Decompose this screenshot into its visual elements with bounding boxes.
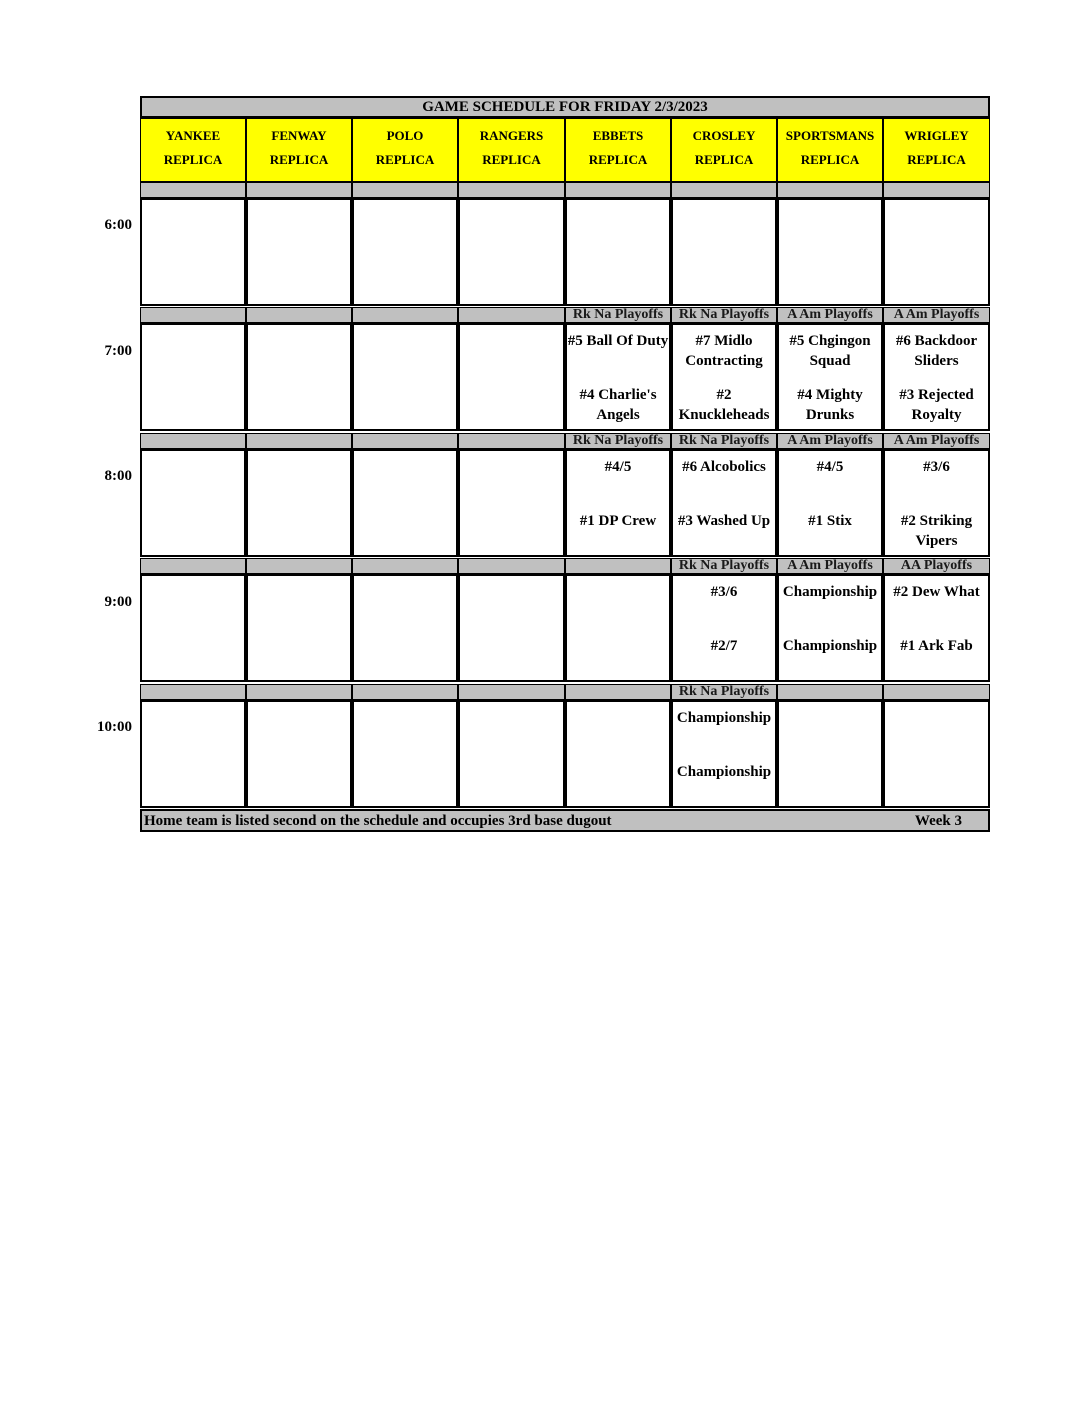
division-band bbox=[140, 684, 246, 700]
field-sub: REPLICA bbox=[800, 152, 860, 167]
game-cell bbox=[565, 574, 671, 682]
home-team: #1 Stix bbox=[808, 513, 852, 529]
footer-bar bbox=[140, 809, 990, 832]
game-cell bbox=[352, 449, 458, 557]
division-band: A Am Playoffs bbox=[777, 307, 883, 323]
game-cell bbox=[140, 700, 246, 808]
visiting-team: Championship bbox=[676, 710, 772, 726]
visiting-team: #4/5 bbox=[816, 459, 844, 475]
division-band bbox=[883, 182, 990, 198]
game-cell bbox=[883, 700, 990, 808]
game-cell bbox=[777, 574, 883, 682]
game-cell bbox=[777, 449, 883, 557]
division-band bbox=[458, 182, 565, 198]
division-band: A Am Playoffs bbox=[883, 307, 990, 323]
home-team: Championship bbox=[782, 638, 878, 654]
visiting-team: #5 Ball Of Duty bbox=[567, 333, 669, 349]
field-name: CROSLEY bbox=[692, 128, 756, 143]
division-band bbox=[565, 684, 671, 700]
game-cell bbox=[883, 323, 990, 431]
home-team: #4 Charlie's Angels bbox=[579, 387, 657, 423]
field-header-fenway bbox=[246, 118, 352, 182]
division-band bbox=[140, 433, 246, 449]
home-team: #2/7 bbox=[710, 638, 738, 654]
visiting-team: #7 Midlo Contracting bbox=[685, 333, 763, 369]
division-band bbox=[246, 182, 352, 198]
division-band bbox=[458, 684, 565, 700]
division-band bbox=[140, 307, 246, 323]
field-sub: REPLICA bbox=[588, 152, 648, 167]
division-band bbox=[352, 307, 458, 323]
visiting-team: #5 Chgingon Squad bbox=[789, 333, 871, 369]
division-band bbox=[777, 182, 883, 198]
game-cell bbox=[352, 323, 458, 431]
home-team-note: Home team is listed second on the schedule and occupies 3rd base dugout bbox=[144, 813, 612, 829]
home-team: #2 Striking Vipers bbox=[900, 513, 973, 549]
game-cell bbox=[458, 574, 565, 682]
division-band: Rk Na Playoffs bbox=[671, 558, 777, 574]
field-sub: REPLICA bbox=[907, 152, 966, 167]
game-cell bbox=[246, 574, 352, 682]
game-cell bbox=[883, 449, 990, 557]
game-cell bbox=[246, 700, 352, 808]
game-cell bbox=[671, 574, 777, 682]
schedule-title: GAME SCHEDULE FOR FRIDAY 2/3/2023 bbox=[140, 96, 990, 118]
game-cell bbox=[671, 198, 777, 306]
game-cell bbox=[140, 574, 246, 682]
field-name: YANKEE bbox=[165, 128, 221, 143]
division-band bbox=[140, 182, 246, 198]
division-band: Rk Na Playoffs bbox=[671, 684, 777, 700]
home-team: #3 Rejected Royalty bbox=[899, 387, 974, 423]
field-sub: REPLICA bbox=[163, 152, 223, 167]
game-cell bbox=[671, 700, 777, 808]
home-team: #3 Washed Up bbox=[677, 513, 771, 529]
game-cell bbox=[140, 323, 246, 431]
field-header-wrigley bbox=[883, 118, 990, 182]
division-band: Rk Na Playoffs bbox=[671, 433, 777, 449]
home-team: #1 Ark Fab bbox=[900, 638, 973, 654]
game-cell bbox=[777, 198, 883, 306]
division-band bbox=[352, 558, 458, 574]
division-band bbox=[565, 558, 671, 574]
time-label: 9:00 bbox=[104, 594, 132, 610]
visiting-team: Championship bbox=[782, 584, 878, 600]
division-band: A Am Playoffs bbox=[883, 433, 990, 449]
division-band bbox=[352, 684, 458, 700]
division-band bbox=[458, 307, 565, 323]
division-band: Rk Na Playoffs bbox=[565, 307, 671, 323]
visiting-team: #2 Dew What bbox=[893, 584, 980, 600]
division-band bbox=[246, 684, 352, 700]
division-band bbox=[246, 558, 352, 574]
game-cell bbox=[458, 198, 565, 306]
field-header-polo bbox=[352, 118, 458, 182]
game-cell bbox=[246, 198, 352, 306]
division-band: AA Playoffs bbox=[883, 558, 990, 574]
game-cell bbox=[565, 449, 671, 557]
visiting-team: #6 Alcobolics bbox=[682, 459, 766, 475]
game-cell bbox=[565, 700, 671, 808]
field-sub: REPLICA bbox=[482, 152, 541, 167]
time-label: 6:00 bbox=[104, 217, 132, 233]
game-cell bbox=[777, 700, 883, 808]
game-cell bbox=[140, 198, 246, 306]
division-band bbox=[352, 433, 458, 449]
game-cell bbox=[565, 198, 671, 306]
home-team: #4 Mighty Drunks bbox=[797, 387, 863, 423]
game-cell bbox=[458, 449, 565, 557]
week-label: Week 3 bbox=[914, 813, 962, 829]
field-name: RANGERS bbox=[479, 128, 544, 143]
field-header-crosley bbox=[671, 118, 777, 182]
division-band bbox=[458, 558, 565, 574]
game-cell bbox=[883, 574, 990, 682]
game-cell bbox=[352, 574, 458, 682]
division-band: A Am Playoffs bbox=[777, 558, 883, 574]
division-band: Rk Na Playoffs bbox=[671, 307, 777, 323]
game-cell bbox=[777, 323, 883, 431]
field-name: SPORTSMANS bbox=[785, 128, 875, 143]
visiting-team: #3/6 bbox=[710, 584, 738, 600]
division-band bbox=[671, 182, 777, 198]
division-band bbox=[246, 433, 352, 449]
division-band bbox=[246, 307, 352, 323]
game-cell bbox=[352, 700, 458, 808]
field-header-sportsmans bbox=[777, 118, 883, 182]
visiting-team: #4/5 bbox=[604, 459, 632, 475]
game-cell bbox=[246, 323, 352, 431]
home-team: #1 DP Crew bbox=[579, 513, 657, 529]
time-label: 7:00 bbox=[104, 343, 132, 359]
game-cell bbox=[565, 323, 671, 431]
game-cell bbox=[458, 323, 565, 431]
field-name: POLO bbox=[386, 128, 424, 143]
field-header-ebbets bbox=[565, 118, 671, 182]
visiting-team: #3/6 bbox=[923, 459, 950, 475]
visiting-team: #6 Backdoor Sliders bbox=[895, 333, 978, 369]
field-header-rangers bbox=[458, 118, 565, 182]
division-band: A Am Playoffs bbox=[777, 433, 883, 449]
field-sub: REPLICA bbox=[694, 152, 754, 167]
field-header-yankee bbox=[140, 118, 246, 182]
game-cell bbox=[140, 449, 246, 557]
home-team: Championship bbox=[676, 764, 772, 780]
field-sub: REPLICA bbox=[375, 152, 435, 167]
game-cell bbox=[671, 323, 777, 431]
game-cell bbox=[458, 700, 565, 808]
field-name: FENWAY bbox=[271, 128, 327, 143]
field-name: WRIGLEY bbox=[904, 128, 969, 143]
field-name: EBBETS bbox=[592, 128, 644, 143]
division-band: Rk Na Playoffs bbox=[565, 433, 671, 449]
division-band bbox=[458, 433, 565, 449]
game-cell bbox=[352, 198, 458, 306]
time-label: 8:00 bbox=[104, 468, 132, 484]
division-band bbox=[883, 684, 990, 700]
game-cell bbox=[671, 449, 777, 557]
home-team: #2 Knuckleheads bbox=[678, 387, 770, 423]
time-label: 10:00 bbox=[97, 719, 132, 735]
division-band bbox=[140, 558, 246, 574]
game-cell bbox=[246, 449, 352, 557]
field-sub: REPLICA bbox=[269, 152, 329, 167]
division-band bbox=[777, 684, 883, 700]
game-cell bbox=[883, 198, 990, 306]
division-band bbox=[352, 182, 458, 198]
division-band bbox=[565, 182, 671, 198]
